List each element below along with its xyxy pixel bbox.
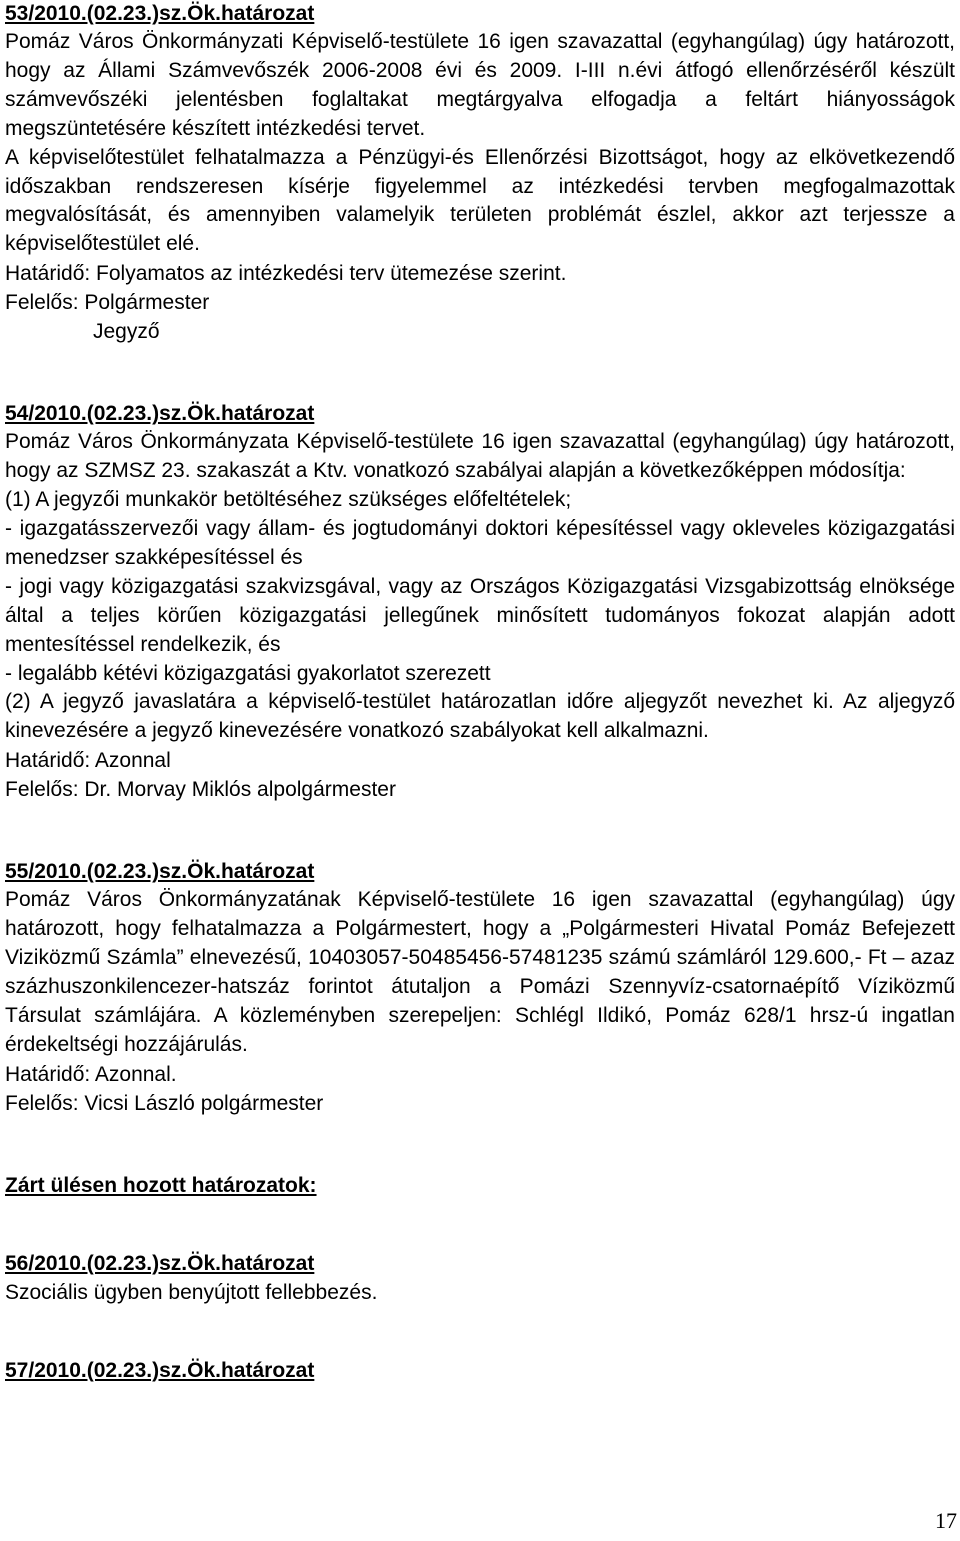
document-page: [5, 0, 955, 1385]
resolution-56-body: Szociális ügyben benyújtott fellebbezés.: [5, 1280, 378, 1304]
spacer: [5, 1200, 955, 1250]
spacer: [5, 1307, 955, 1357]
resolution-54-dash-2: - jogi vagy közigazgatási szakvizsgával, vagy az Országos Közigazgatási Vizsgabizottság elnöksége által a teljes körűen közigazgatási jellegűnek minősített tudományos fokozat alapján adott mentesítéssel rendelkezik, és: [5, 574, 955, 656]
resolution-57-heading: 57/2010.(02.23.)sz.Ök.határozat: [5, 1358, 315, 1382]
resolution-53-deadline: Határidő: Folyamatos az intézkedési terv ütemezése szerint.: [5, 262, 567, 286]
resolution-54-intro: Pomáz Város Önkormányzata Képviselő-testülete 16 igen szavazattal (egyhangúlag) úgy határozott, hogy az SZMSZ 23. szakaszát a Ktv. vonatkozó szabályai alapján a következőképpen módosítja:: [5, 430, 955, 483]
resolution-54-dash-3: - legalább kétévi közigazgatási gyakorlatot szerezett: [5, 661, 491, 685]
resolution-54-point-2: (2) A jegyző javaslatára a képviselő-testület határozatlan időre aljegyzőt nevezhet ki. Az aljegyző kinevezésére a jegyző kinevezésére vonatkozó szabályokat kell alkalmazni.: [5, 690, 955, 743]
resolution-56-heading: 56/2010.(02.23.)sz.Ök.határozat: [5, 1251, 315, 1275]
resolution-55-responsible: Felelős: Vicsi László polgármester: [5, 1091, 324, 1115]
resolution-55-deadline: Határidő: Azonnal.: [5, 1062, 177, 1086]
resolution-54-point-1: (1) A jegyzői munkakör betöltéséhez szükséges előfeltételek;: [5, 488, 572, 512]
page-number: 17: [935, 1508, 957, 1533]
resolution-54-deadline: Határidő: Azonnal: [5, 749, 171, 773]
resolution-54-responsible: Felelős: Dr. Morvay Miklós alpolgármester: [5, 778, 396, 802]
spacer: [5, 1118, 955, 1172]
resolution-53-authorization: A képviselőtestület felhatalmazza a Pénzügyi-és Ellenőrzési Bizottságot, hogy az elkövetkezendő időszakban rendszeresen kísérje figyelemmel az intézkedési tervben megfogalmazottak megvalósítását, és amennyiben valamelyik területen problémát észlel, akkor azt terjessze a képviselőtestület elé.: [5, 145, 955, 256]
resolution-53-responsible-2: Jegyző: [93, 320, 160, 344]
resolution-55-body: Pomáz Város Önkormányzatának Képviselő-testülete 16 igen szavazattal (egyhangúlag) úgy határozott, hogy felhatalmazza a Polgármestert, hogy a „Polgármesteri Hivatal Pomáz Befejezett Viziközmű Számla” elnevezésű, 10403057-50485456-57481235 számú számláról 129.600,- Ft – azaz százhuszonkilencezer-hatszáz forintot átutaljon a Pomázi Szennyvíz-csatornaépítő Víziközmű Társulat számlájára. A közleményben szerepeljen: Schlégl Ildikó, Pomáz 628/1 hrsz-ú ingatlan érdekeltségi hozzájárulás.: [5, 888, 955, 1056]
spacer: [5, 346, 955, 400]
resolution-55-heading: 55/2010.(02.23.)sz.Ök.határozat: [5, 860, 315, 884]
spacer: [5, 804, 955, 858]
closed-session-heading: Zárt ülésen hozott határozatok:: [5, 1173, 317, 1197]
resolution-54-dash-1: - igazgatásszervezői vagy állam- és jogtudományi doktori képesítéssel vagy okleveles közigazgatási menedzser szakképesítéssel és: [5, 516, 955, 569]
resolution-53-body: Pomáz Város Önkormányzati Képviselő-testülete 16 igen szavazattal (egyhangúlag) úgy határozott, hogy az Állami Számvevőszék 2006-2008 évi és 2009. I-III n.évi átfogó ellenőrzéséről készült számvevőszéki jelentésben foglaltakat megtárgyalva elfogadja a feltárt hiányosságok megszüntetésére készített intézkedési tervet.: [5, 30, 955, 140]
resolution-54-heading: 54/2010.(02.23.)sz.Ök.határozat: [5, 402, 315, 426]
resolution-53-heading: 53/2010.(02.23.)sz.Ök.határozat: [5, 2, 315, 25]
resolution-53-responsible: Felelős: Polgármester: [5, 291, 210, 315]
